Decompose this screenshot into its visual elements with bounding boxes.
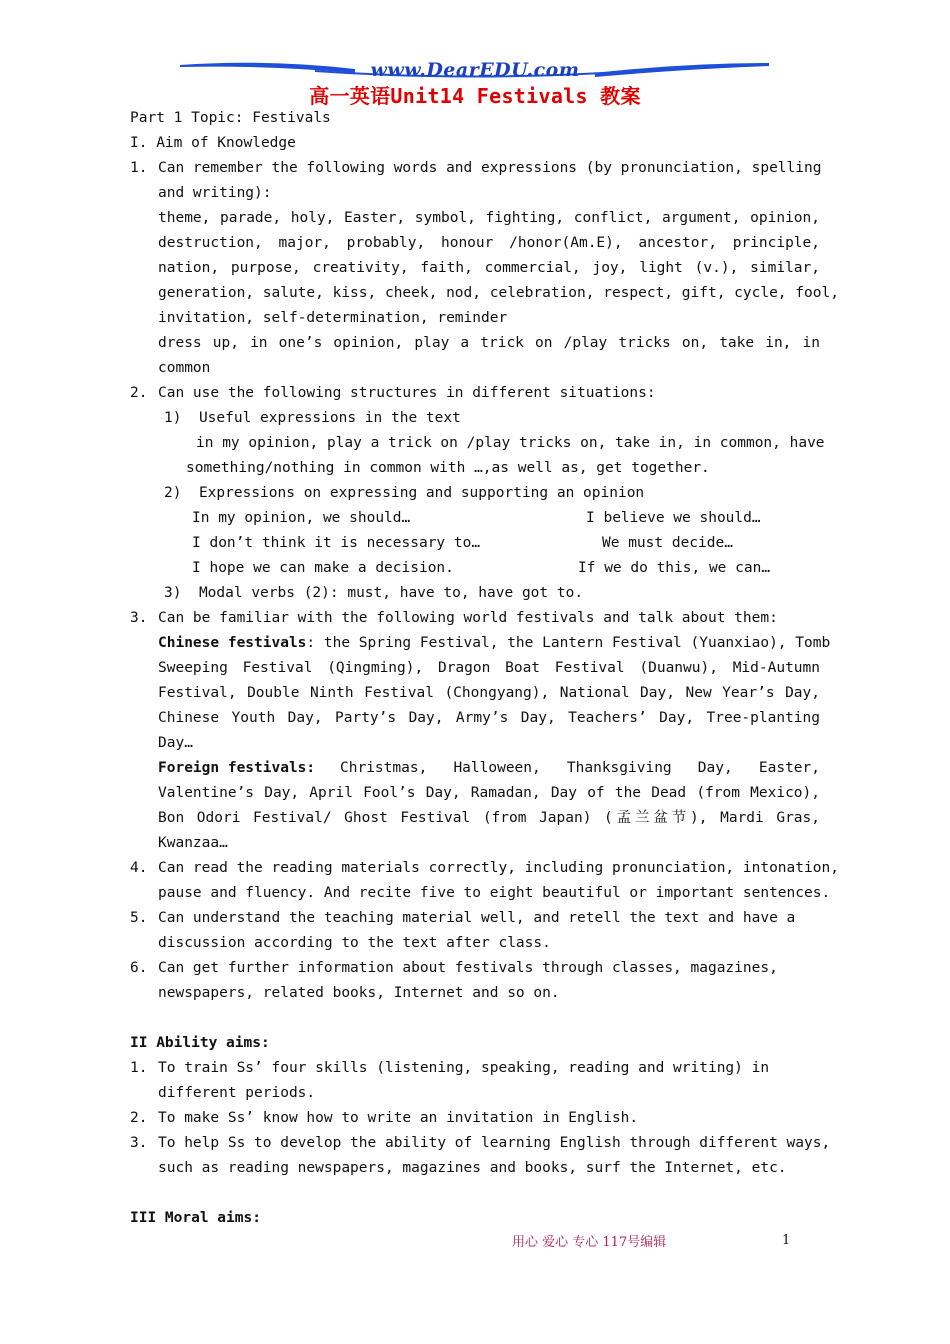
section-heading-moral: III Moral aims:	[130, 1210, 261, 1226]
list-item: 2. To make Ss’ know how to write an invitation in English.	[130, 1110, 639, 1126]
festival-line: Day…	[158, 735, 193, 751]
festival-line: Kwanzaa…	[158, 835, 228, 851]
vocab-line: invitation, self-determination, reminder	[158, 310, 508, 326]
opinion-phrase: In my opinion, we should…	[192, 510, 411, 526]
footer-note: 用心 爱心 专心 117号编辑	[512, 1235, 667, 1250]
opinion-phrase: I believe we should…	[586, 510, 761, 526]
sub-item: 2) Expressions on expressing and supporting an opinion	[164, 485, 645, 501]
vocab-line: theme, parade, holy, Easter, symbol, fighting, conflict, argument, opinion,	[158, 210, 820, 226]
list-item: 1. Can remember the following words and expressions (by pronunciation, spelling	[130, 160, 822, 176]
list-item-text: and writing):	[158, 185, 272, 201]
vocab-line: destruction, major, probably, honour /honor(Am.E), ancestor, principle,	[158, 235, 820, 251]
list-item-text: pause and fluency. And recite five to eight beautiful or important sentences.	[158, 885, 831, 901]
phrase-line: dress up, in one’s opinion, play a trick on /play tricks on, take in, in	[158, 335, 820, 351]
list-item: 6. Can get further information about festivals through classes, magazines,	[130, 960, 778, 976]
document-body	[130, 106, 839, 1231]
list-item: 1. To train Ss’ four skills (listening, speaking, reading and writing) in	[130, 1060, 770, 1076]
sub-item: 1) Useful expressions in the text	[164, 410, 461, 426]
sub-item-text: something/nothing in common with …,as well as, get together.	[186, 460, 710, 476]
document-title: 高一英语Unit14 Festivals 教案	[309, 84, 641, 108]
foreign-label: Foreign festivals:	[158, 760, 316, 776]
opinion-row	[130, 506, 820, 531]
list-item: 2. Can use the following structures in different situations:	[130, 385, 656, 401]
list-item: 3. Can be familiar with the following world festivals and talk about them:	[130, 610, 778, 626]
section-heading-knowledge: I. Aim of Knowledge	[130, 135, 296, 151]
festival-text: Christmas, Halloween, Thanksgiving Day, Easter,	[340, 760, 820, 776]
opinion-row	[130, 556, 820, 581]
list-item: 4. Can read the reading materials correctly, including pronunciation, intonation,	[130, 860, 839, 876]
opinion-phrase: If we do this, we can…	[578, 560, 771, 576]
sub-item-text: in my opinion, play a trick on /play tricks on, take in, in common, have	[196, 435, 825, 451]
festival-line: Sweeping Festival (Qingming), Dragon Boat Festival (Duanwu), Mid-Autumn	[158, 660, 820, 676]
opinion-phrase: I don’t think it is necessary to…	[192, 535, 481, 551]
list-item-text: newspapers, related books, Internet and so on.	[158, 985, 560, 1001]
section-heading-ability: II Ability aims:	[130, 1035, 270, 1051]
list-item-text: discussion according to the text after class.	[158, 935, 551, 951]
sub-item: 3) Modal verbs (2): must, have to, have got to.	[164, 585, 584, 601]
festival-line: Valentine’s Day, April Fool’s Day, Ramadan, Day of the Dead (from Mexico),	[158, 785, 820, 801]
list-item-text: different periods.	[158, 1085, 316, 1101]
site-url[interactable]: www.DearEDU.com	[370, 59, 580, 81]
list-item: 3. To help Ss to develop the ability of learning English through different ways,	[130, 1135, 831, 1151]
festival-line: Chinese Youth Day, Party’s Day, Army’s Day, Teachers’ Day, Tree-planting	[158, 710, 820, 726]
foreign-festivals-line	[130, 756, 820, 781]
part-heading: Part 1 Topic: Festivals	[130, 110, 331, 126]
phrase-line: common	[158, 360, 211, 376]
vocab-line: generation, salute, kiss, cheek, nod, celebration, respect, gift, cycle, fool,	[158, 285, 839, 301]
chinese-festivals-line: Chinese festivals: the Spring Festival, the Lantern Festival (Yuanxiao), Tomb	[158, 635, 831, 651]
list-item: 5. Can understand the teaching material well, and retell the text and have a	[130, 910, 796, 926]
list-item-text: such as reading newspapers, magazines and books, surf the Internet, etc.	[158, 1160, 787, 1176]
opinion-row	[130, 531, 820, 556]
opinion-phrase: We must decide…	[602, 535, 733, 551]
festival-line: Festival, Double Ninth Festival (Chongyang), National Day, New Year’s Day,	[158, 685, 820, 701]
opinion-phrase: I hope we can make a decision.	[192, 560, 454, 576]
vocab-line: nation, purpose, creativity, faith, commercial, joy, light (v.), similar,	[158, 260, 820, 276]
festival-line: Bon Odori Festival/ Ghost Festival (from Japan) (孟兰盆节), Mardi Gras,	[158, 810, 820, 826]
page-number: 1	[782, 1233, 791, 1248]
